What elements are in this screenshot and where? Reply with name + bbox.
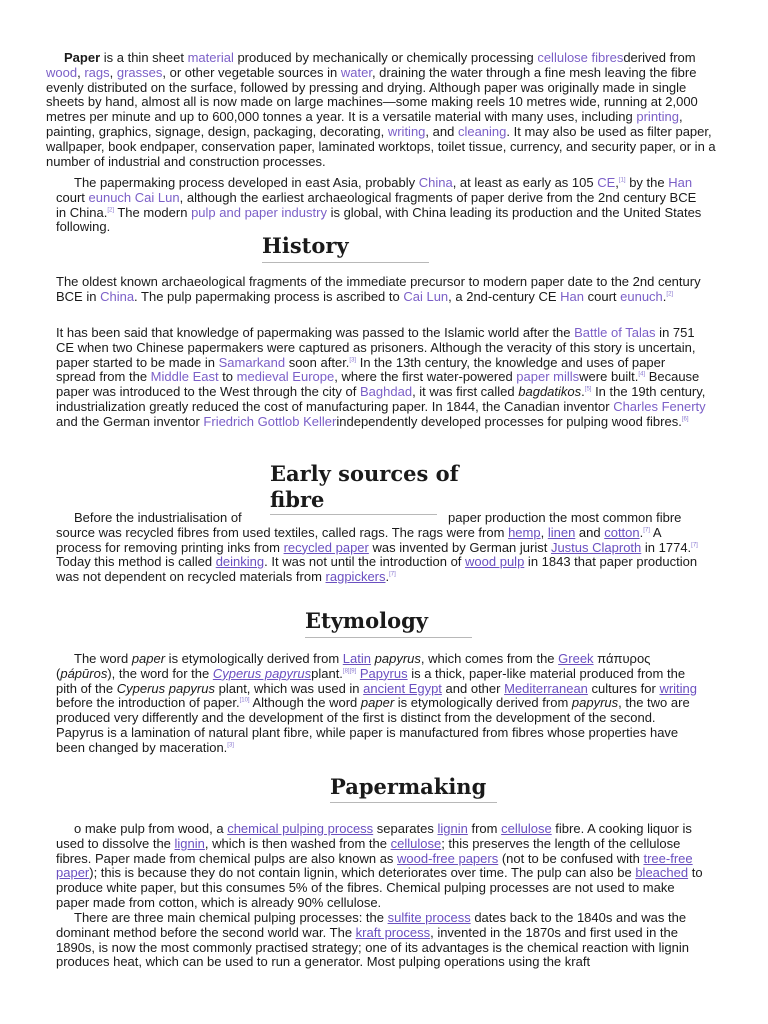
text-run: , and xyxy=(425,123,458,139)
article-link[interactable]: sulfite process xyxy=(387,910,471,925)
text-run: produced by mechanically or chemically processing xyxy=(233,50,538,65)
text-run: , where the first water-powered xyxy=(334,369,517,385)
article-link[interactable]: tree-free paper xyxy=(56,850,693,881)
article-link[interactable]: Han xyxy=(560,288,585,304)
italic-term: Cyperus papyrus xyxy=(116,680,215,696)
citation-ref[interactable]: [2] xyxy=(107,207,114,214)
article-link[interactable]: Battle of Talas xyxy=(574,325,656,340)
article-link[interactable]: Latin xyxy=(342,651,371,666)
early-sources-paragraph xyxy=(56,511,706,585)
text-run: . It was not until the introduction of xyxy=(264,554,466,570)
intro-paragraph-2 xyxy=(56,176,706,235)
article-link[interactable]: writing xyxy=(659,680,698,696)
article-link[interactable]: eunuch xyxy=(88,189,132,205)
text-run: to produce white paper, but this consumes 5% of the fibres. Chemical pulping processes are not used to make paper made from cotton, which is already 90% cellulose. xyxy=(56,865,703,910)
text-run: , although the earliest archaeological fragments of paper derive from the 2nd century BCE in China. xyxy=(56,189,697,220)
article-link[interactable]: deinking xyxy=(215,554,265,570)
text-run: o make pulp from wood, a xyxy=(74,821,228,836)
text-run: was invented by German jurist xyxy=(368,539,551,555)
text-run: separates xyxy=(373,821,438,836)
text-run: and the German inventor xyxy=(56,413,204,429)
article-link[interactable]: China xyxy=(418,175,453,190)
article-link[interactable]: rags xyxy=(84,64,110,80)
text-run: is a thick, paper-like material produced from the pith of the xyxy=(56,665,686,696)
article-link[interactable]: material xyxy=(187,50,234,65)
text-run: by the xyxy=(625,175,669,190)
text-run: , a 2nd-century CE xyxy=(448,288,561,304)
text-run: (not to be confused with xyxy=(498,850,644,866)
article-link[interactable]: Samarkand xyxy=(218,354,286,370)
article-link[interactable]: lignin xyxy=(174,835,205,851)
text-run: There are three main chemical pulping processes: the xyxy=(74,910,388,925)
text-run: . xyxy=(639,524,644,540)
article-link[interactable]: cleaning xyxy=(457,123,507,139)
text-run: ); this is because they do not contain lignin, which deteriorates over time. The pulp can also be xyxy=(89,865,636,881)
text-run: It has been said that knowledge of papermaking was passed to the Islamic world after the xyxy=(56,325,575,340)
citation-ref[interactable]: [10] xyxy=(239,698,250,705)
text-run: plant, which was used in xyxy=(215,680,364,696)
text-run: . The pulp papermaking process is ascribed to xyxy=(134,288,404,304)
papermaking-heading-rule xyxy=(330,802,497,803)
text-run: In the 19th century, industrialization greatly reduced the cost of manufacturing paper. In 1844, the Canadian inventor xyxy=(56,384,706,414)
text-run: in 751 CE when two Chinese papermakers were captured as prisoners. Although the veracity of this story is uncertain, paper started to be made in xyxy=(56,325,696,370)
citation-ref[interactable]: [5] xyxy=(584,386,592,393)
history-paragraph-2 xyxy=(56,326,706,430)
italic-term: papyrus xyxy=(374,651,421,666)
article-link[interactable]: Middle East xyxy=(150,369,219,385)
text-run: , painting, graphics, signage, design, packaging, decorating, xyxy=(46,109,683,139)
article-link[interactable]: Mediterranean xyxy=(504,680,588,696)
text-run: court xyxy=(56,189,89,205)
text-run: , the two are produced very differently and the development of the first is distinct from the development of the second. Papyrus is a lamination of natural plant fibre, while paper is manufactured from fibres whose properties have been changed by maceration. xyxy=(56,695,690,755)
article-link[interactable]: Friedrich Gottlob Keller xyxy=(203,413,337,429)
text-run: . xyxy=(662,288,667,304)
text-run: court xyxy=(584,288,621,304)
text-run: ; this preserves the length of the cellulose fibres. Paper made from chemical pulps are also known as xyxy=(56,835,681,866)
text-run: plant. xyxy=(311,665,343,681)
text-run: to xyxy=(218,369,237,385)
text-run: , xyxy=(77,64,85,80)
citation-ref[interactable]: [7] xyxy=(389,571,396,578)
citation-ref[interactable]: [4] xyxy=(638,372,646,379)
text-run: ), the word for the xyxy=(107,665,213,681)
article-link[interactable]: kraft process xyxy=(355,924,431,940)
article-link[interactable]: Justus Claproth xyxy=(550,539,642,555)
text-run: is global, with China leading its production and the United States following. xyxy=(56,204,702,235)
citation-ref[interactable]: [3] xyxy=(227,742,234,749)
italic-term: paper xyxy=(131,651,166,666)
text-run: before the introduction of paper. xyxy=(56,695,240,711)
text-run: and xyxy=(575,524,605,540)
early-sources-heading: Early sources of fibre xyxy=(270,461,459,512)
article-link[interactable]: wood xyxy=(46,64,78,80)
text-run: In the 13th century, the knowledge and uses of paper spread from the xyxy=(56,354,666,385)
text-run: The word xyxy=(74,651,132,666)
text-run: Today this method is called xyxy=(56,554,216,570)
article-link[interactable]: cotton xyxy=(604,524,640,540)
article-link[interactable]: linen xyxy=(547,524,576,540)
text-run: πάπυρος ( xyxy=(56,651,651,681)
bold-term: Paper xyxy=(64,50,101,65)
text-run: The oldest known archaeological fragments of the immediate precursor to modern paper date to the 2nd century BCE in xyxy=(56,274,701,304)
article-link[interactable]: wood-free papers xyxy=(397,850,499,866)
text-run: Before the industrialisation of xyxy=(74,510,242,525)
citation-ref[interactable]: [6] xyxy=(681,416,689,423)
text-run: . It may also be used as filter paper, wallpaper, book endpaper, conservation paper, laminated worktops, toilet tissue, currency, and security paper, or in a number of industrial and construction processes. xyxy=(46,123,716,169)
italic-term: bagdatikos xyxy=(518,384,582,400)
article-link[interactable]: bleached xyxy=(635,865,689,881)
history-heading: History xyxy=(262,233,349,258)
text-run: were built. xyxy=(579,369,639,385)
article-link[interactable]: printing xyxy=(636,109,680,125)
citation-ref[interactable]: [3] xyxy=(349,357,357,364)
article-link[interactable]: cellulose xyxy=(501,821,552,836)
article-link[interactable]: medieval Europe xyxy=(236,369,335,385)
papermaking-paragraph-1 xyxy=(56,822,706,911)
text-run: derived from xyxy=(623,50,696,65)
article-link[interactable]: Papyrus xyxy=(359,665,408,681)
citation-ref[interactable]: [8][9] xyxy=(342,668,357,675)
text-run: independently developed processes for pulping wood fibres. xyxy=(336,413,682,429)
citation-ref[interactable]: [7] xyxy=(691,542,698,549)
citation-ref[interactable]: [2] xyxy=(666,291,674,298)
text-run: , which is then washed from the xyxy=(204,835,391,851)
article-link[interactable]: Cai Lun xyxy=(403,288,449,304)
text-run: The papermaking process developed in east Asia, probably xyxy=(74,175,419,190)
article-link[interactable]: eunuch xyxy=(620,288,663,304)
article-link[interactable]: Han xyxy=(668,175,693,190)
text-run: , it was first called xyxy=(412,384,519,400)
text-run: The modern xyxy=(113,204,192,220)
text-run: , xyxy=(615,175,619,190)
etymology-paragraph xyxy=(56,652,706,756)
citation-ref[interactable]: [1] xyxy=(618,177,626,184)
text-run: , invented in the 1870s and first used in the 1890s, is now the most commonly practised strategy; one of its advantages is the chemical reaction with lignin produces heat, which can be used to run a generator. Most pulping operations using the kraft xyxy=(56,924,689,970)
article-link[interactable]: recycled paper xyxy=(283,539,369,555)
text-run: and other xyxy=(441,680,505,696)
article-link[interactable]: writing xyxy=(387,123,426,139)
article-link[interactable]: ancient Egypt xyxy=(363,680,442,696)
text-run: . xyxy=(581,384,585,400)
article-link[interactable]: water xyxy=(340,64,372,80)
article-link[interactable]: cellulose xyxy=(390,835,442,851)
article-link[interactable]: chemical pulping process xyxy=(227,821,374,836)
article-link[interactable]: Cai Lun xyxy=(134,189,180,205)
text-run: paper production the most common fibre source was recycled fibres from used textiles, called rags. The rags were from xyxy=(56,510,682,540)
text-run: in 1843 that paper production was not dependent on recycled materials from xyxy=(56,554,698,585)
text-run: , which comes from the xyxy=(420,651,559,666)
text-run: in 1774. xyxy=(641,539,692,555)
text-run: , or other vegetable sources in xyxy=(162,64,341,80)
article-link[interactable]: grasses xyxy=(116,64,163,80)
article-link[interactable]: ragpickers xyxy=(325,569,386,585)
papermaking-paragraph-2 xyxy=(56,911,706,970)
papermaking-heading: Papermaking xyxy=(330,774,487,799)
intro-paragraph-1 xyxy=(46,51,716,169)
article-link[interactable]: pulp and paper industry xyxy=(191,204,327,220)
text-run: is etymologically derived from xyxy=(165,651,343,666)
citation-ref[interactable]: [7] xyxy=(643,527,650,534)
article-link[interactable]: Greek xyxy=(558,651,594,666)
history-paragraph-1 xyxy=(56,275,706,305)
text-run: soon after. xyxy=(285,354,350,370)
text-run: Although the word xyxy=(249,695,361,711)
etymology-heading: Etymology xyxy=(305,608,429,633)
article-link[interactable]: wood pulp xyxy=(465,554,525,570)
article-link[interactable]: cellulose fibres xyxy=(537,50,624,65)
text-run: is a thin sheet xyxy=(100,50,188,65)
text-run: , at least as early as 105 xyxy=(452,175,598,190)
article-link[interactable]: paper mills xyxy=(516,369,580,385)
text-run: is etymologically derived from xyxy=(394,695,572,711)
text-run: from xyxy=(467,821,502,836)
italic-term: pápūros xyxy=(60,665,108,681)
text-run: . xyxy=(385,569,390,585)
italic-term: papyrus xyxy=(571,695,619,711)
etymology-heading-rule xyxy=(305,637,472,638)
text-run: , xyxy=(109,64,117,80)
text-run: A process for removing printing inks from xyxy=(56,524,661,555)
article-link[interactable]: China xyxy=(100,288,135,304)
text-run: , draining the water through a fine mesh leaving the fibre evenly distributed on the surface, followed by pressing and drying. Although paper was originally made in single sheets by hand, almost all is now made on large machines—some making reels 10 metres wide, running at 2,000 metres per minute and up to 600,000 tonnes a year. It is a versatile material with many uses, including xyxy=(46,64,698,125)
italic-term: paper xyxy=(360,695,395,711)
text-run: dates back to the 1840s and was the dominant method before the second world war. The xyxy=(56,910,687,940)
article-link[interactable]: hemp xyxy=(508,524,541,540)
history-heading-rule xyxy=(262,262,429,263)
article-link[interactable]: lignin xyxy=(437,821,468,836)
article-link[interactable]: CE xyxy=(597,175,616,190)
article-link[interactable]: Cyperus papyrus xyxy=(212,665,312,681)
article-link[interactable]: Charles Fenerty xyxy=(613,398,706,414)
text-run: Because paper was introduced to the West through the city of xyxy=(56,369,700,400)
text-run: , xyxy=(540,524,548,540)
text-run: fibre. A cooking liquor is used to dissolve the xyxy=(56,821,692,851)
text-run: cultures for xyxy=(587,680,660,696)
article-link[interactable]: Baghdad xyxy=(360,384,413,400)
